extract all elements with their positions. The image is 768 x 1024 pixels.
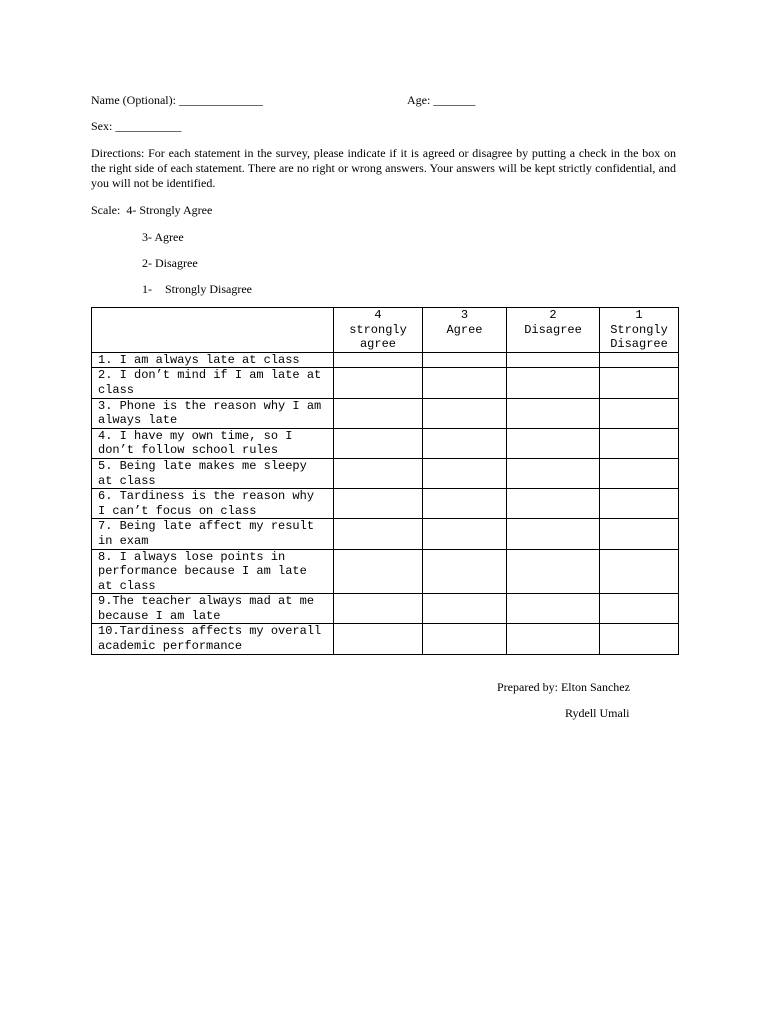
column-text: Disagree	[610, 337, 668, 352]
checkbox-cell-disagree[interactable]	[507, 458, 600, 488]
second-author-name: Rydell Umali	[565, 706, 630, 720]
directions-paragraph: Directions: For each statement in the survey, please indicate if it is agreed or disagree by putting a check in the box on the right side of each statement. There are no right or wrong answers. Your answers will be kept strictly confidential, and you will not be identified.	[91, 146, 676, 190]
table-row	[92, 549, 679, 594]
survey-table	[91, 307, 679, 655]
checkbox-cell-disagree[interactable]	[507, 489, 600, 519]
scale-item-number: 1-	[142, 282, 152, 296]
checkbox-cell-agree[interactable]	[423, 489, 507, 519]
statement-cell: 4. I have my own time, so I don’t follow school rules	[92, 428, 334, 458]
table-row	[92, 428, 679, 458]
table-row	[92, 594, 679, 624]
checkbox-cell-strongly-agree[interactable]	[334, 594, 423, 624]
checkbox-cell-strongly-disagree[interactable]	[600, 519, 679, 549]
checkbox-cell-disagree[interactable]	[507, 398, 600, 428]
column-text: agree	[359, 337, 396, 352]
checkbox-cell-disagree[interactable]	[507, 368, 600, 398]
column-header-disagree	[507, 308, 600, 353]
column-text: strongly	[349, 322, 407, 337]
prepared-by-line: Prepared by: Elton Sanchez	[497, 680, 630, 694]
statement-cell: 6. Tardiness is the reason why I can’t focus on class	[92, 489, 334, 519]
checkbox-cell-strongly-disagree[interactable]	[600, 489, 679, 519]
checkbox-cell-strongly-disagree[interactable]	[600, 428, 679, 458]
statement-column-header	[92, 308, 334, 353]
statement-cell: 10.Tardiness affects my overall academic performance	[92, 624, 334, 654]
checkbox-cell-disagree[interactable]	[507, 624, 600, 654]
checkbox-cell-disagree[interactable]	[507, 428, 600, 458]
checkbox-cell-agree[interactable]	[423, 458, 507, 488]
table-row	[92, 624, 679, 654]
checkbox-cell-agree[interactable]	[423, 594, 507, 624]
checkbox-cell-agree[interactable]	[423, 549, 507, 594]
table-header-row	[92, 308, 679, 353]
column-header-strongly-agree	[334, 308, 423, 353]
statement-cell: 2. I don’t mind if I am late at class	[92, 368, 334, 398]
scale-item-disagree: 2- Disagree	[142, 256, 198, 270]
checkbox-cell-agree[interactable]	[423, 519, 507, 549]
checkbox-cell-disagree[interactable]	[507, 352, 600, 368]
statement-cell: 3. Phone is the reason why I am always late	[92, 398, 334, 428]
table-row	[92, 489, 679, 519]
checkbox-cell-strongly-disagree[interactable]	[600, 549, 679, 594]
statement-cell: 9.The teacher always mad at me because I am late	[92, 594, 334, 624]
scale-item-strongly-disagree	[142, 282, 252, 297]
column-number: 3	[460, 308, 469, 322]
column-number: 2	[549, 308, 557, 322]
checkbox-cell-disagree[interactable]	[507, 594, 600, 624]
checkbox-cell-disagree[interactable]	[507, 519, 600, 549]
name-field-label: Name (Optional): ______________	[91, 93, 263, 107]
scale-label: Scale: 4- Strongly Agree	[91, 203, 213, 217]
checkbox-cell-agree[interactable]	[423, 624, 507, 654]
scale-item-text: Strongly Disagree	[165, 282, 252, 296]
checkbox-cell-strongly-agree[interactable]	[334, 428, 423, 458]
checkbox-cell-strongly-agree[interactable]	[334, 368, 423, 398]
checkbox-cell-strongly-agree[interactable]	[334, 519, 423, 549]
checkbox-cell-strongly-disagree[interactable]	[600, 398, 679, 428]
statement-cell: 5. Being late makes me sleepy at class	[92, 458, 334, 488]
checkbox-cell-strongly-disagree[interactable]	[600, 352, 679, 368]
table-row	[92, 458, 679, 488]
statement-cell: 8. I always lose points in performance because I am late at class	[92, 549, 334, 594]
table-row	[92, 368, 679, 398]
column-text: Disagree	[524, 322, 582, 337]
checkbox-cell-strongly-agree[interactable]	[334, 458, 423, 488]
checkbox-cell-agree[interactable]	[423, 352, 507, 368]
age-field-label: Age: _______	[407, 93, 476, 107]
table-row	[92, 398, 679, 428]
column-header-agree	[423, 308, 507, 353]
checkbox-cell-strongly-agree[interactable]	[334, 398, 423, 428]
checkbox-cell-strongly-disagree[interactable]	[600, 458, 679, 488]
checkbox-cell-agree[interactable]	[423, 428, 507, 458]
checkbox-cell-disagree[interactable]	[507, 549, 600, 594]
checkbox-cell-agree[interactable]	[423, 398, 507, 428]
sex-field-label: Sex: ___________	[91, 119, 182, 133]
checkbox-cell-strongly-agree[interactable]	[334, 549, 423, 594]
column-header-strongly-disagree	[600, 308, 679, 353]
checkbox-cell-strongly-agree[interactable]	[334, 352, 423, 368]
checkbox-cell-strongly-disagree[interactable]	[600, 594, 679, 624]
scale-item-agree: 3- Agree	[142, 230, 184, 244]
column-number: 1	[635, 308, 643, 322]
checkbox-cell-strongly-disagree[interactable]	[600, 368, 679, 398]
checkbox-cell-strongly-agree[interactable]	[334, 624, 423, 654]
table-row	[92, 352, 679, 368]
column-text: Agree	[446, 322, 483, 337]
column-text: Strongly	[610, 322, 668, 337]
checkbox-cell-strongly-disagree[interactable]	[600, 624, 679, 654]
statement-cell: 1. I am always late at class	[92, 352, 334, 368]
column-number: 4	[374, 308, 382, 322]
checkbox-cell-agree[interactable]	[423, 368, 507, 398]
checkbox-cell-strongly-agree[interactable]	[334, 489, 423, 519]
statement-cell: 7. Being late affect my result in exam	[92, 519, 334, 549]
table-row	[92, 519, 679, 549]
